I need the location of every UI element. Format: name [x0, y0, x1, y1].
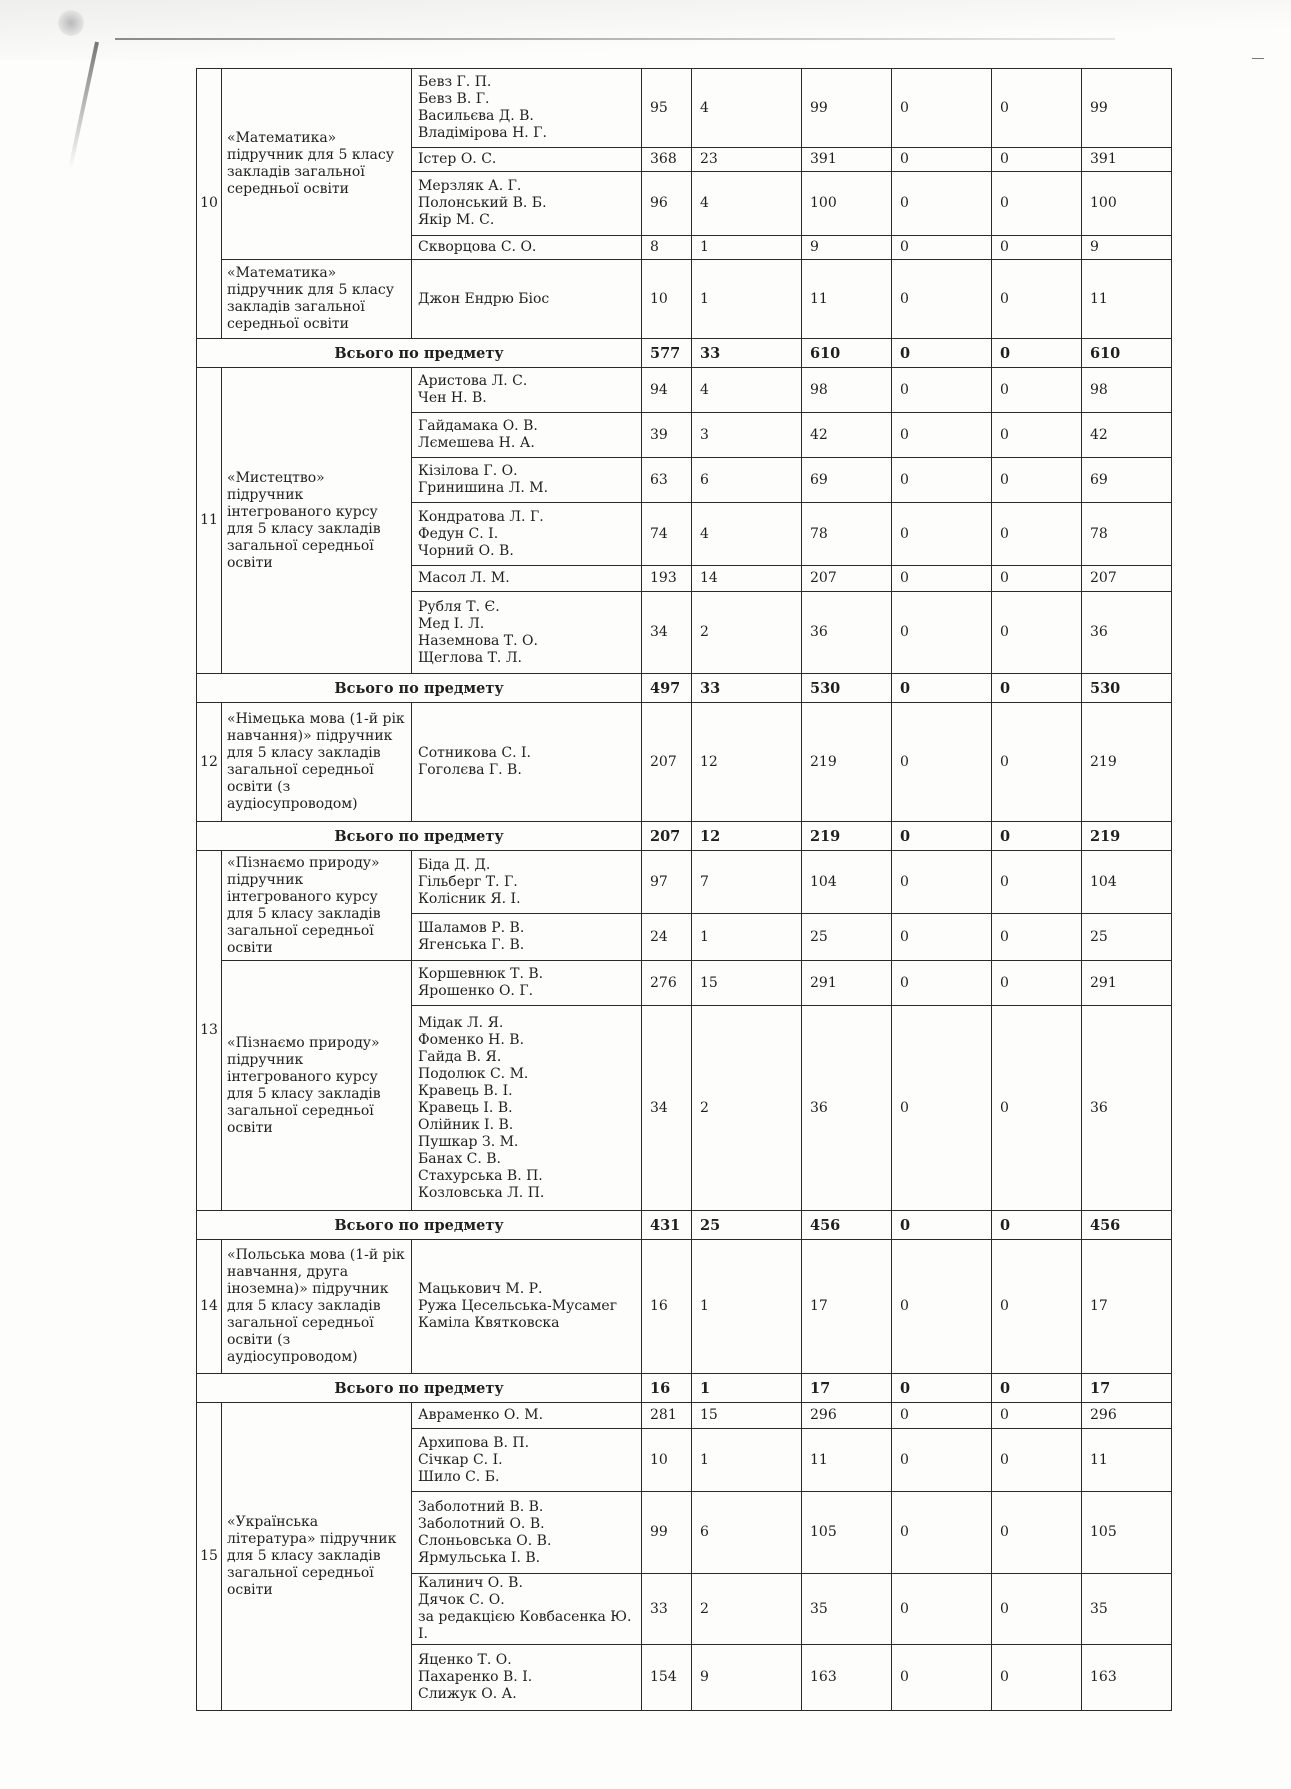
author-name: Кізілова Г. О. — [418, 463, 518, 479]
value-cell: 97 — [642, 851, 692, 914]
author-name: Ярмульська І. В. — [418, 1549, 541, 1566]
author-name: Гільберг Т. Г. — [418, 873, 518, 890]
value-cell: 35 — [1082, 1574, 1172, 1645]
value-cell: 0 — [992, 1429, 1082, 1492]
author-name: Масол Л. М. — [418, 570, 510, 586]
value-cell: 104 — [802, 851, 892, 914]
textbook-title: «Німецька мова (1-й рік навчання)» підручник для 5 класу закладів загальної середньої освіти (з аудіосупроводом) — [222, 703, 412, 822]
author-name: Подолюк С. М. — [418, 1065, 529, 1082]
value-cell: 0 — [992, 1403, 1082, 1429]
total-value: 25 — [692, 1211, 802, 1240]
author-name: Яценко Т. О. — [418, 1652, 512, 1668]
total-value: 530 — [1082, 674, 1172, 703]
value-cell: 0 — [992, 703, 1082, 822]
value-cell: 14 — [692, 566, 802, 592]
authors-cell — [412, 1006, 642, 1211]
value-cell: 154 — [642, 1645, 692, 1711]
value-cell: 291 — [1082, 961, 1172, 1006]
value-cell: 0 — [992, 1240, 1082, 1374]
value-cell: 99 — [802, 69, 892, 148]
value-cell: 42 — [802, 413, 892, 458]
value-cell: 0 — [892, 703, 992, 822]
value-cell: 0 — [992, 1492, 1082, 1574]
table-row — [197, 851, 1172, 914]
author-name: Пахаренко В. І. — [418, 1669, 533, 1685]
author-name: Щеглова Т. Л. — [418, 649, 522, 666]
value-cell: 0 — [992, 1006, 1082, 1211]
authors-cell — [412, 458, 642, 503]
value-cell: 4 — [692, 69, 802, 148]
value-cell: 0 — [892, 1403, 992, 1429]
textbook-title: «Мистецтво» підручник інтегрованого курсу для 5 класу закладів загальної середньої освіти — [222, 368, 412, 674]
value-cell: 9 — [692, 1645, 802, 1711]
author-name: Січкар С. І. — [418, 1451, 503, 1468]
value-cell: 391 — [1082, 148, 1172, 172]
author-name: Архипова В. П. — [418, 1434, 530, 1451]
row-number: 11 — [197, 368, 222, 674]
value-cell: 0 — [892, 1429, 992, 1492]
total-value: 610 — [1082, 339, 1172, 368]
value-cell: 4 — [692, 172, 802, 236]
value-cell: 99 — [1082, 69, 1172, 148]
value-cell: 0 — [892, 503, 992, 566]
value-cell: 1 — [692, 1429, 802, 1492]
value-cell: 11 — [1082, 1429, 1172, 1492]
value-cell: 2 — [692, 1574, 802, 1645]
total-label: Всього по предмету — [197, 1211, 642, 1240]
total-value: 456 — [1082, 1211, 1172, 1240]
total-label: Всього по предмету — [197, 674, 642, 703]
author-name: Колісник Я. І. — [418, 890, 521, 907]
value-cell: 69 — [802, 458, 892, 503]
value-cell: 17 — [802, 1240, 892, 1374]
value-cell: 78 — [1082, 503, 1172, 566]
value-cell: 368 — [642, 148, 692, 172]
author-name: Шило С. Б. — [418, 1468, 500, 1485]
author-name: Мерзляк А. Г. — [418, 178, 522, 194]
total-value: 530 — [802, 674, 892, 703]
authors-cell — [412, 851, 642, 914]
total-value: 456 — [802, 1211, 892, 1240]
total-value: 0 — [892, 1211, 992, 1240]
author-name: Федун С. І. — [418, 525, 499, 542]
author-name: Полонський В. Б. — [418, 195, 547, 211]
author-name: Мед І. Л. — [418, 615, 485, 632]
author-name: Заболотний О. В. — [418, 1515, 545, 1532]
author-name: Шаламов Р. В. — [418, 920, 525, 936]
value-cell: 0 — [892, 1492, 992, 1574]
value-cell: 0 — [992, 503, 1082, 566]
value-cell: 9 — [802, 236, 892, 260]
authors-cell — [412, 1403, 642, 1429]
author-name: Джон Ендрю Біос — [418, 290, 550, 307]
value-cell: 35 — [802, 1574, 892, 1645]
textbook-title: «Українська література» підручник для 5 класу закладів загальної середньої освіти — [222, 1403, 412, 1711]
total-value: 0 — [892, 339, 992, 368]
value-cell: 11 — [802, 1429, 892, 1492]
total-value: 33 — [692, 339, 802, 368]
author-name: Кравець І. В. — [418, 1099, 513, 1116]
authors-cell — [412, 503, 642, 566]
value-cell: 10 — [642, 1429, 692, 1492]
value-cell: 42 — [1082, 413, 1172, 458]
value-cell: 0 — [892, 592, 992, 674]
punch-hole-mark — [58, 10, 84, 36]
value-cell: 0 — [892, 458, 992, 503]
author-name: Стахурська В. П. — [418, 1167, 543, 1184]
value-cell: 100 — [802, 172, 892, 236]
author-name: Калинич О. В. — [418, 1575, 523, 1591]
authors-cell — [412, 1492, 642, 1574]
value-cell: 296 — [802, 1403, 892, 1429]
value-cell: 3 — [692, 413, 802, 458]
value-cell: 0 — [992, 1574, 1082, 1645]
value-cell: 0 — [992, 458, 1082, 503]
total-value: 0 — [992, 822, 1082, 851]
author-name: Пушкар З. М. — [418, 1133, 519, 1150]
value-cell: 6 — [692, 458, 802, 503]
textbook-title: «Математика» підручник для 5 класу закладів загальної середньої освіти — [222, 69, 412, 260]
value-cell: 0 — [892, 1240, 992, 1374]
author-name: Авраменко О. М. — [418, 1407, 544, 1423]
total-value: 0 — [992, 674, 1082, 703]
total-value: 219 — [1082, 822, 1172, 851]
total-value: 1 — [692, 1374, 802, 1403]
value-cell: 0 — [992, 592, 1082, 674]
author-name: Фоменко Н. В. — [418, 1031, 525, 1048]
total-value: 0 — [892, 822, 992, 851]
row-number: 12 — [197, 703, 222, 822]
table-row — [197, 961, 1172, 1006]
author-name: Олійник І. В. — [418, 1116, 514, 1133]
value-cell: 1 — [692, 236, 802, 260]
value-cell: 207 — [802, 566, 892, 592]
value-cell: 207 — [1082, 566, 1172, 592]
author-name: Чорний О. В. — [418, 542, 514, 559]
row-number: 10 — [197, 69, 222, 339]
author-name: Банах С. В. — [418, 1150, 502, 1167]
author-name: Дячок С. О. — [418, 1592, 505, 1608]
value-cell: 98 — [802, 368, 892, 413]
value-cell: 163 — [1082, 1645, 1172, 1711]
author-name: Бевз В. Г. — [418, 91, 490, 107]
author-name: Заболотний В. В. — [418, 1498, 544, 1515]
author-name: Гринишина Л. М. — [418, 480, 549, 496]
scan-shadow — [0, 0, 1291, 60]
author-name: за редакцією Ковбасенка Ю. І. — [418, 1609, 632, 1642]
value-cell: 0 — [992, 368, 1082, 413]
value-cell: 78 — [802, 503, 892, 566]
value-cell: 94 — [642, 368, 692, 413]
total-value: 431 — [642, 1211, 692, 1240]
total-value: 0 — [992, 1374, 1082, 1403]
value-cell: 34 — [642, 1006, 692, 1211]
author-name: Васильєва Д. В. — [418, 108, 534, 124]
authors-cell — [412, 914, 642, 961]
scan-top-edge — [115, 38, 1115, 40]
author-name: Слижук О. А. — [418, 1686, 517, 1702]
authors-cell — [412, 148, 642, 172]
author-name: Скворцова С. О. — [418, 239, 537, 255]
total-label: Всього по предмету — [197, 339, 642, 368]
value-cell: 10 — [642, 260, 692, 339]
textbook-title: «Пізнаємо природу» підручник інтегрованого курсу для 5 класу закладів загальної середньої освіти — [222, 851, 412, 961]
value-cell: 276 — [642, 961, 692, 1006]
value-cell: 0 — [892, 566, 992, 592]
author-name: Ружа Цесельська-Мусамег — [418, 1298, 618, 1314]
subject-total-row — [197, 822, 1172, 851]
value-cell: 96 — [642, 172, 692, 236]
value-cell: 0 — [892, 172, 992, 236]
value-cell: 0 — [992, 914, 1082, 961]
subject-total-row — [197, 1211, 1172, 1240]
value-cell: 36 — [1082, 592, 1172, 674]
value-cell: 105 — [1082, 1492, 1172, 1574]
margin-mark — [1252, 58, 1264, 59]
value-cell: 1 — [692, 260, 802, 339]
value-cell: 63 — [642, 458, 692, 503]
value-cell: 0 — [992, 413, 1082, 458]
value-cell: 25 — [802, 914, 892, 961]
authors-cell — [412, 1429, 642, 1492]
author-name: Чен Н. В. — [418, 390, 487, 406]
table-row — [197, 703, 1172, 822]
total-value: 610 — [802, 339, 892, 368]
value-cell: 15 — [692, 961, 802, 1006]
value-cell: 219 — [1082, 703, 1172, 822]
author-name: Рубля Т. Є. — [418, 598, 500, 615]
value-cell: 0 — [992, 260, 1082, 339]
textbook-distribution-table — [196, 68, 1172, 1711]
textbook-title: «Польська мова (1-й рік навчання, друга іноземна)» підручник для 5 класу закладів загальної середньої освіти (з аудіосупроводом) — [222, 1240, 412, 1374]
textbook-title: «Пізнаємо природу» підручник інтегрованого курсу для 5 класу закладів загальної середньої освіти — [222, 961, 412, 1211]
value-cell: 281 — [642, 1403, 692, 1429]
authors-cell — [412, 1240, 642, 1374]
authors-cell — [412, 1645, 642, 1711]
value-cell: 74 — [642, 503, 692, 566]
value-cell: 1 — [692, 1240, 802, 1374]
value-cell: 95 — [642, 69, 692, 148]
total-value: 0 — [992, 1211, 1082, 1240]
row-number: 13 — [197, 851, 222, 1211]
value-cell: 17 — [1082, 1240, 1172, 1374]
value-cell: 36 — [1082, 1006, 1172, 1211]
authors-cell — [412, 236, 642, 260]
subject-total-row — [197, 339, 1172, 368]
row-number: 14 — [197, 1240, 222, 1374]
value-cell: 98 — [1082, 368, 1172, 413]
value-cell: 0 — [892, 1006, 992, 1211]
value-cell: 99 — [642, 1492, 692, 1574]
authors-cell — [412, 1574, 642, 1645]
author-name: Гоголєва Г. В. — [418, 762, 522, 778]
total-value: 0 — [892, 674, 992, 703]
author-name: Ягенська Г. В. — [418, 937, 525, 953]
total-value: 17 — [1082, 1374, 1172, 1403]
value-cell: 7 — [692, 851, 802, 914]
value-cell: 6 — [692, 1492, 802, 1574]
authors-cell — [412, 368, 642, 413]
authors-cell — [412, 703, 642, 822]
value-cell: 0 — [992, 566, 1082, 592]
value-cell: 16 — [642, 1240, 692, 1374]
authors-cell — [412, 172, 642, 236]
value-cell: 0 — [992, 69, 1082, 148]
author-name: Кравець В. І. — [418, 1082, 513, 1099]
author-name: Коршевнюк Т. В. — [418, 966, 544, 982]
table-row — [197, 1403, 1172, 1429]
table-row — [197, 1240, 1172, 1374]
author-name: Кондратова Л. Г. — [418, 508, 544, 525]
authors-cell — [412, 69, 642, 148]
total-value: 0 — [992, 339, 1082, 368]
value-cell: 0 — [992, 851, 1082, 914]
authors-cell — [412, 592, 642, 674]
author-name: Аристова Л. С. — [418, 373, 528, 389]
author-name: Козловська Л. П. — [418, 1184, 545, 1201]
author-name: Біда Д. Д. — [418, 856, 491, 873]
author-name: Лємешева Н. А. — [418, 435, 535, 451]
value-cell: 0 — [892, 1645, 992, 1711]
total-value: 497 — [642, 674, 692, 703]
total-label: Всього по предмету — [197, 1374, 642, 1403]
total-label: Всього по предмету — [197, 822, 642, 851]
value-cell: 0 — [992, 148, 1082, 172]
authors-cell — [412, 961, 642, 1006]
total-value: 16 — [642, 1374, 692, 1403]
value-cell: 69 — [1082, 458, 1172, 503]
value-cell: 2 — [692, 592, 802, 674]
subject-total-row — [197, 1374, 1172, 1403]
author-name: Каміла Квятковска — [418, 1315, 560, 1331]
value-cell: 11 — [1082, 260, 1172, 339]
author-name: Мацькович М. Р. — [418, 1281, 543, 1297]
value-cell: 11 — [802, 260, 892, 339]
value-cell: 0 — [892, 914, 992, 961]
value-cell: 0 — [892, 368, 992, 413]
author-name: Ярошенко О. Г. — [418, 983, 534, 999]
value-cell: 34 — [642, 592, 692, 674]
value-cell: 1 — [692, 914, 802, 961]
total-value: 577 — [642, 339, 692, 368]
authors-cell — [412, 413, 642, 458]
value-cell: 0 — [892, 260, 992, 339]
table-row — [197, 69, 1172, 148]
value-cell: 0 — [892, 1574, 992, 1645]
value-cell: 0 — [892, 69, 992, 148]
author-name: Наземнова Т. О. — [418, 632, 538, 649]
value-cell: 104 — [1082, 851, 1172, 914]
subject-total-row — [197, 674, 1172, 703]
value-cell: 0 — [892, 148, 992, 172]
value-cell: 0 — [992, 961, 1082, 1006]
value-cell: 39 — [642, 413, 692, 458]
value-cell: 36 — [802, 592, 892, 674]
total-value: 17 — [802, 1374, 892, 1403]
value-cell: 33 — [642, 1574, 692, 1645]
value-cell: 207 — [642, 703, 692, 822]
total-value: 219 — [802, 822, 892, 851]
table-row — [197, 260, 1172, 339]
value-cell: 0 — [892, 413, 992, 458]
value-cell: 0 — [992, 172, 1082, 236]
total-value: 33 — [692, 674, 802, 703]
total-value: 12 — [692, 822, 802, 851]
value-cell: 4 — [692, 503, 802, 566]
row-number: 15 — [197, 1403, 222, 1711]
value-cell: 296 — [1082, 1403, 1172, 1429]
scan-fold-line — [68, 42, 99, 170]
author-name: Гайда В. Я. — [418, 1048, 502, 1065]
value-cell: 193 — [642, 566, 692, 592]
value-cell: 4 — [692, 368, 802, 413]
value-cell: 25 — [1082, 914, 1172, 961]
value-cell: 15 — [692, 1403, 802, 1429]
author-name: Слоньовська О. В. — [418, 1532, 552, 1549]
value-cell: 9 — [1082, 236, 1172, 260]
value-cell: 0 — [992, 236, 1082, 260]
value-cell: 391 — [802, 148, 892, 172]
value-cell: 0 — [892, 851, 992, 914]
table-row — [197, 368, 1172, 413]
value-cell: 0 — [892, 961, 992, 1006]
textbook-title: «Математика» підручник для 5 класу закладів загальної середньої освіти — [222, 260, 412, 339]
total-value: 207 — [642, 822, 692, 851]
value-cell: 100 — [1082, 172, 1172, 236]
value-cell: 163 — [802, 1645, 892, 1711]
author-name: Владімірова Н. Г. — [418, 125, 547, 141]
author-name: Якір М. С. — [418, 212, 495, 228]
value-cell: 23 — [692, 148, 802, 172]
value-cell: 2 — [692, 1006, 802, 1211]
author-name: Бевз Г. П. — [418, 74, 492, 90]
total-value: 0 — [892, 1374, 992, 1403]
value-cell: 24 — [642, 914, 692, 961]
author-name: Істер О. С. — [418, 151, 497, 167]
author-name: Мідак Л. Я. — [418, 1014, 504, 1031]
value-cell: 291 — [802, 961, 892, 1006]
author-name: Сотникова С. І. — [418, 745, 531, 761]
value-cell: 36 — [802, 1006, 892, 1211]
value-cell: 219 — [802, 703, 892, 822]
value-cell: 12 — [692, 703, 802, 822]
author-name: Гайдамака О. В. — [418, 418, 538, 434]
value-cell: 0 — [892, 236, 992, 260]
value-cell: 105 — [802, 1492, 892, 1574]
value-cell: 8 — [642, 236, 692, 260]
authors-cell — [412, 260, 642, 339]
value-cell: 0 — [992, 1645, 1082, 1711]
authors-cell — [412, 566, 642, 592]
